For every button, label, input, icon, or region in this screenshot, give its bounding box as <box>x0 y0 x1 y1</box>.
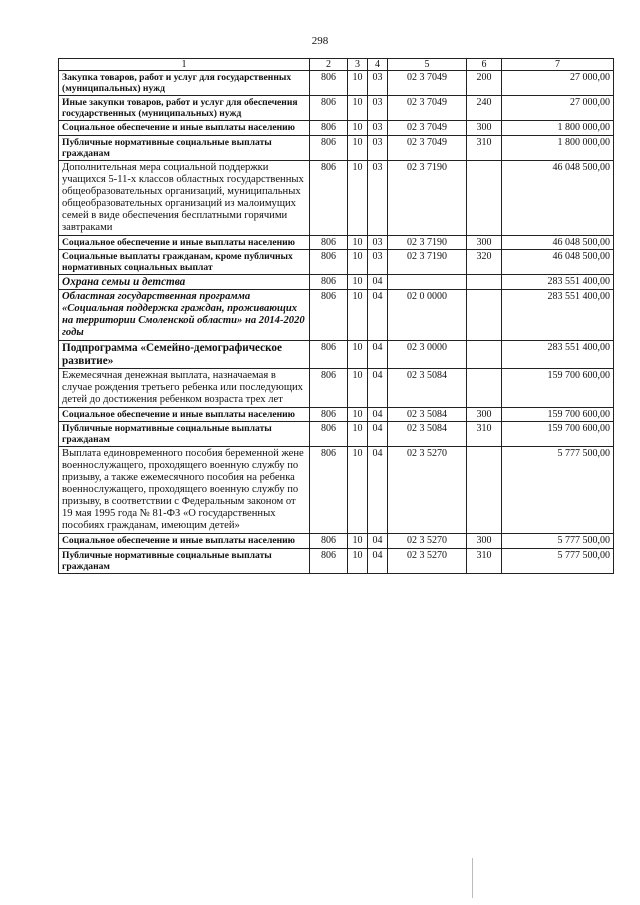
table-row <box>59 71 614 96</box>
cell-amount: 1 800 000,00 <box>502 135 614 160</box>
table-row <box>59 368 614 407</box>
cell-name: Публичные нормативные социальные выплаты гражданам <box>59 135 310 160</box>
cell-ved: 806 <box>310 250 348 275</box>
cell-expense-type <box>467 290 502 341</box>
cell-ved: 806 <box>310 135 348 160</box>
cell-amount: 1 800 000,00 <box>502 121 614 135</box>
cell-section: 10 <box>348 534 368 548</box>
cell-name: Публичные нормативные социальные выплаты гражданам <box>59 548 310 573</box>
cell-ved: 806 <box>310 160 348 235</box>
cell-expense-type <box>467 447 502 534</box>
table-row <box>59 290 614 341</box>
cell-ved: 806 <box>310 235 348 249</box>
cell-amount: 5 777 500,00 <box>502 548 614 573</box>
cell-subsection: 04 <box>368 341 388 368</box>
header-cell-5: 5 <box>388 59 467 71</box>
table-row <box>59 96 614 121</box>
cell-expense-type: 310 <box>467 422 502 447</box>
table-row <box>59 135 614 160</box>
cell-expense-type: 310 <box>467 135 502 160</box>
cell-target-article <box>388 275 467 290</box>
cell-target-article: 02 3 7049 <box>388 121 467 135</box>
cell-target-article: 02 0 0000 <box>388 290 467 341</box>
cell-expense-type: 300 <box>467 235 502 249</box>
cell-name: Социальное обеспечение и иные выплаты населению <box>59 534 310 548</box>
cell-name: Закупка товаров, работ и услуг для государственных (муниципальных) нужд <box>59 71 310 96</box>
cell-ved: 806 <box>310 275 348 290</box>
cell-subsection: 04 <box>368 534 388 548</box>
cell-target-article: 02 3 5270 <box>388 548 467 573</box>
cell-expense-type: 300 <box>467 534 502 548</box>
cell-subsection: 04 <box>368 275 388 290</box>
cell-section: 10 <box>348 275 368 290</box>
scan-mark <box>472 858 473 898</box>
cell-target-article: 02 3 0000 <box>388 341 467 368</box>
cell-expense-type <box>467 341 502 368</box>
cell-name: Дополнительная мера социальной поддержки учащихся 5-11-х классов областных государственных общеобразовательных организаций, муниципальных общеобразовательных организаций из малоимущих семей в виде обеспечения бесплатными горячими завтраками <box>59 160 310 235</box>
cell-expense-type: 240 <box>467 96 502 121</box>
table-row <box>59 121 614 135</box>
header-cell-2: 2 <box>310 59 348 71</box>
cell-expense-type <box>467 160 502 235</box>
cell-ved: 806 <box>310 422 348 447</box>
cell-expense-type: 300 <box>467 121 502 135</box>
cell-name: Социальные выплаты гражданам, кроме публичных нормативных социальных выплат <box>59 250 310 275</box>
cell-subsection: 03 <box>368 96 388 121</box>
cell-name: Областная государственная программа «Социальная поддержка граждан, проживающих на территории Смоленской области» на 2014-2020 годы <box>59 290 310 341</box>
cell-ved: 806 <box>310 534 348 548</box>
cell-target-article: 02 3 5084 <box>388 407 467 421</box>
table-row <box>59 548 614 573</box>
cell-subsection: 04 <box>368 407 388 421</box>
cell-amount: 159 700 600,00 <box>502 407 614 421</box>
table-row <box>59 250 614 275</box>
cell-name: Ежемесячная денежная выплата, назначаемая в случае рождения третьего ребенка или последующих детей до достижения ребенком возраста трех лет <box>59 368 310 407</box>
cell-section: 10 <box>348 548 368 573</box>
cell-target-article: 02 3 7190 <box>388 160 467 235</box>
cell-amount: 46 048 500,00 <box>502 250 614 275</box>
cell-section: 10 <box>348 235 368 249</box>
cell-amount: 283 551 400,00 <box>502 275 614 290</box>
cell-subsection: 04 <box>368 290 388 341</box>
cell-target-article: 02 3 7049 <box>388 96 467 121</box>
cell-section: 10 <box>348 135 368 160</box>
cell-subsection: 03 <box>368 235 388 249</box>
table-row <box>59 447 614 534</box>
cell-name: Публичные нормативные социальные выплаты гражданам <box>59 422 310 447</box>
header-cell-6: 6 <box>467 59 502 71</box>
cell-ved: 806 <box>310 548 348 573</box>
cell-ved: 806 <box>310 341 348 368</box>
table-row <box>59 341 614 368</box>
cell-amount: 46 048 500,00 <box>502 160 614 235</box>
cell-amount: 283 551 400,00 <box>502 290 614 341</box>
cell-section: 10 <box>348 160 368 235</box>
cell-ved: 806 <box>310 407 348 421</box>
cell-target-article: 02 3 5270 <box>388 447 467 534</box>
cell-section: 10 <box>348 121 368 135</box>
cell-target-article: 02 3 7190 <box>388 250 467 275</box>
cell-subsection: 04 <box>368 368 388 407</box>
header-cell-1: 1 <box>59 59 310 71</box>
cell-section: 10 <box>348 422 368 447</box>
cell-ved: 806 <box>310 447 348 534</box>
cell-expense-type <box>467 368 502 407</box>
cell-target-article: 02 3 7049 <box>388 71 467 96</box>
cell-name: Социальное обеспечение и иные выплаты населению <box>59 235 310 249</box>
cell-section: 10 <box>348 71 368 96</box>
cell-expense-type: 300 <box>467 407 502 421</box>
cell-expense-type: 320 <box>467 250 502 275</box>
cell-section: 10 <box>348 447 368 534</box>
cell-expense-type: 310 <box>467 548 502 573</box>
table-row <box>59 235 614 249</box>
cell-section: 10 <box>348 250 368 275</box>
cell-amount: 5 777 500,00 <box>502 447 614 534</box>
table-row <box>59 534 614 548</box>
cell-expense-type <box>467 275 502 290</box>
cell-expense-type: 200 <box>467 71 502 96</box>
cell-subsection: 03 <box>368 135 388 160</box>
table-row <box>59 407 614 421</box>
cell-name: Выплата единовременного пособия беременной жене военнослужащего, проходящего военную службу по призыву, а также ежемесячного пособия на ребенка военнослужащего, проходящего военную службу по призыву, в соответствии с Федеральным законом от 19 мая 1995 года № 81-ФЗ «О государственных пособиях гражданам, имеющим детей» <box>59 447 310 534</box>
cell-target-article: 02 3 7190 <box>388 235 467 249</box>
cell-subsection: 04 <box>368 422 388 447</box>
cell-name: Социальное обеспечение и иные выплаты населению <box>59 121 310 135</box>
cell-amount: 46 048 500,00 <box>502 235 614 249</box>
cell-section: 10 <box>348 407 368 421</box>
table-row <box>59 422 614 447</box>
cell-section: 10 <box>348 341 368 368</box>
cell-subsection: 04 <box>368 447 388 534</box>
cell-ved: 806 <box>310 121 348 135</box>
page-number: 298 <box>311 35 329 47</box>
cell-amount: 159 700 600,00 <box>502 422 614 447</box>
cell-name: Охрана семьи и детства <box>59 275 310 290</box>
table-row <box>59 160 614 235</box>
table-header-row <box>59 59 614 71</box>
cell-section: 10 <box>348 290 368 341</box>
cell-ved: 806 <box>310 71 348 96</box>
cell-amount: 283 551 400,00 <box>502 341 614 368</box>
cell-target-article: 02 3 5270 <box>388 534 467 548</box>
cell-target-article: 02 3 7049 <box>388 135 467 160</box>
cell-subsection: 03 <box>368 250 388 275</box>
cell-ved: 806 <box>310 96 348 121</box>
header-cell-7: 7 <box>502 59 614 71</box>
budget-table <box>58 58 614 574</box>
cell-section: 10 <box>348 368 368 407</box>
cell-ved: 806 <box>310 290 348 341</box>
cell-amount: 5 777 500,00 <box>502 534 614 548</box>
cell-subsection: 03 <box>368 71 388 96</box>
cell-subsection: 04 <box>368 548 388 573</box>
cell-subsection: 03 <box>368 121 388 135</box>
header-cell-3: 3 <box>348 59 368 71</box>
cell-amount: 159 700 600,00 <box>502 368 614 407</box>
header-cell-4: 4 <box>368 59 388 71</box>
table-row <box>59 275 614 290</box>
cell-name: Подпрограмма «Семейно-демографическое развитие» <box>59 341 310 368</box>
cell-amount: 27 000,00 <box>502 71 614 96</box>
cell-name: Иные закупки товаров, работ и услуг для обеспечения государственных (муниципальных) нужд <box>59 96 310 121</box>
cell-name: Социальное обеспечение и иные выплаты населению <box>59 407 310 421</box>
cell-target-article: 02 3 5084 <box>388 422 467 447</box>
cell-section: 10 <box>348 96 368 121</box>
cell-amount: 27 000,00 <box>502 96 614 121</box>
cell-target-article: 02 3 5084 <box>388 368 467 407</box>
cell-subsection: 03 <box>368 160 388 235</box>
cell-ved: 806 <box>310 368 348 407</box>
